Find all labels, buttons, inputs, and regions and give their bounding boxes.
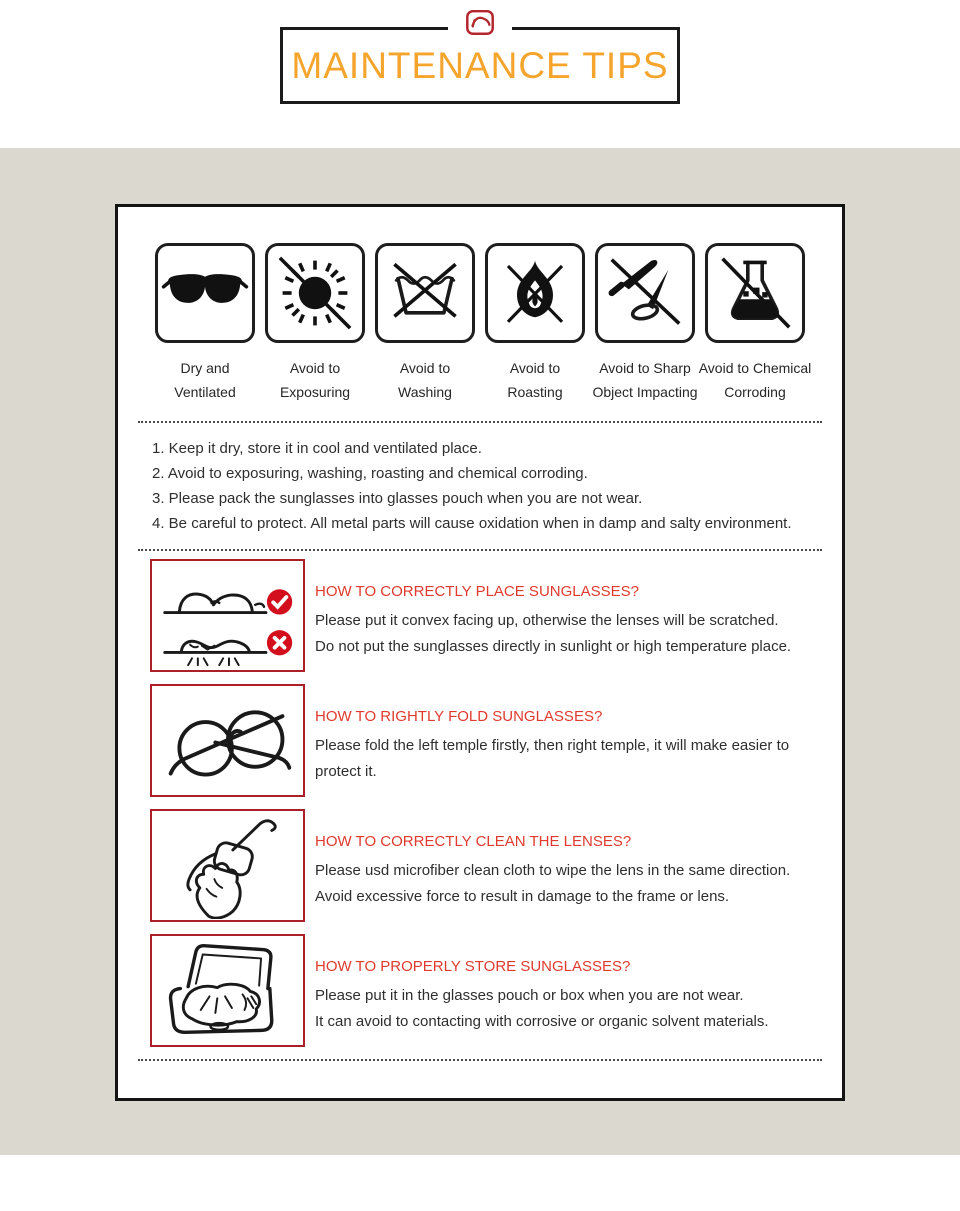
- care-icon-col: [480, 243, 590, 404]
- howto-sections: [138, 559, 822, 1047]
- clean-lenses-figure: [150, 809, 305, 922]
- howto-line: Avoid excessive force to result in damage to the frame or lens.: [315, 888, 730, 905]
- care-icon-col: [150, 243, 260, 404]
- place-sunglasses-figure: [150, 559, 305, 672]
- howto-line: Please put it convex facing up, otherwise the lenses will be scratched.: [315, 612, 779, 629]
- fold-sunglasses-figure: [150, 684, 305, 797]
- care-icon-label: Avoid to Sharp Object Impacting: [592, 360, 698, 400]
- howto-heading: HOW TO CORRECTLY PLACE SUNGLASSES?: [315, 583, 639, 600]
- tips-list: [152, 436, 822, 536]
- dotted-divider: [138, 549, 822, 551]
- care-icon-col: [590, 243, 700, 404]
- no-roasting-icon: [485, 243, 585, 343]
- howto-heading: HOW TO CORRECTLY CLEAN THE LENSES?: [315, 833, 632, 850]
- howto-line: Please put it in the glasses pouch or box when you are not wear.: [315, 987, 744, 1004]
- tip-item: 3. Please pack the sunglasses into glasses pouch when you are not wear.: [152, 490, 643, 507]
- howto-line: It can avoid to contacting with corrosive or organic solvent materials.: [315, 1013, 769, 1030]
- tip-item: 4. Be careful to protect. All metal parts will cause oxidation when in damp and salty environment.: [152, 515, 792, 532]
- no-washing-icon: [375, 243, 475, 343]
- maintenance-card: [115, 204, 845, 1101]
- care-icon-label: Avoid to Washing: [398, 360, 452, 400]
- howto-text: [315, 934, 769, 1047]
- dotted-divider: [138, 1059, 822, 1061]
- sunglasses-icon: [155, 243, 255, 343]
- care-icon-col: [700, 243, 810, 404]
- care-icons-row: [138, 243, 822, 404]
- page-title: MAINTENANCE TIPS: [291, 44, 669, 86]
- care-icon-label: Avoid to Chemical Corroding: [698, 360, 812, 400]
- no-sun-exposure-icon: [265, 243, 365, 343]
- howto-section-store: [150, 934, 822, 1047]
- howto-line: Please fold the left temple firstly, then right temple, it will make easier to protect it.: [315, 737, 790, 780]
- beige-background: [0, 148, 960, 1155]
- no-sharp-object-icon: [595, 243, 695, 343]
- howto-line: Do not put the sunglasses directly in sunlight or high temperature place.: [315, 638, 792, 655]
- howto-text: [315, 809, 790, 922]
- care-icon-col: [370, 243, 480, 404]
- care-icon-label: Avoid to Roasting: [507, 360, 563, 400]
- store-sunglasses-figure: [150, 934, 305, 1047]
- page-header: [0, 0, 960, 148]
- no-chemical-icon: [705, 243, 805, 343]
- dotted-divider: [138, 421, 822, 423]
- howto-text: [315, 684, 822, 797]
- howto-heading: HOW TO RIGHTLY FOLD SUNGLASSES?: [315, 708, 603, 725]
- howto-section-clean: [150, 809, 822, 922]
- howto-text: [315, 559, 791, 672]
- howto-heading: HOW TO PROPERLY STORE SUNGLASSES?: [315, 958, 631, 975]
- care-icon-col: [260, 243, 370, 404]
- title-box: [280, 27, 680, 104]
- howto-line: Please usd microfiber clean cloth to wipe the lens in the same direction.: [315, 862, 791, 879]
- glasses-logo-icon: [448, 6, 512, 38]
- howto-section-place: [150, 559, 822, 672]
- care-icon-label: Dry and Ventilated: [174, 360, 236, 400]
- care-icon-label: Avoid to Exposuring: [279, 360, 351, 400]
- howto-section-fold: [150, 684, 822, 797]
- tip-item: 1. Keep it dry, store it in cool and ventilated place.: [152, 440, 482, 457]
- tip-item: 2. Avoid to exposuring, washing, roasting and chemical corroding.: [152, 465, 588, 482]
